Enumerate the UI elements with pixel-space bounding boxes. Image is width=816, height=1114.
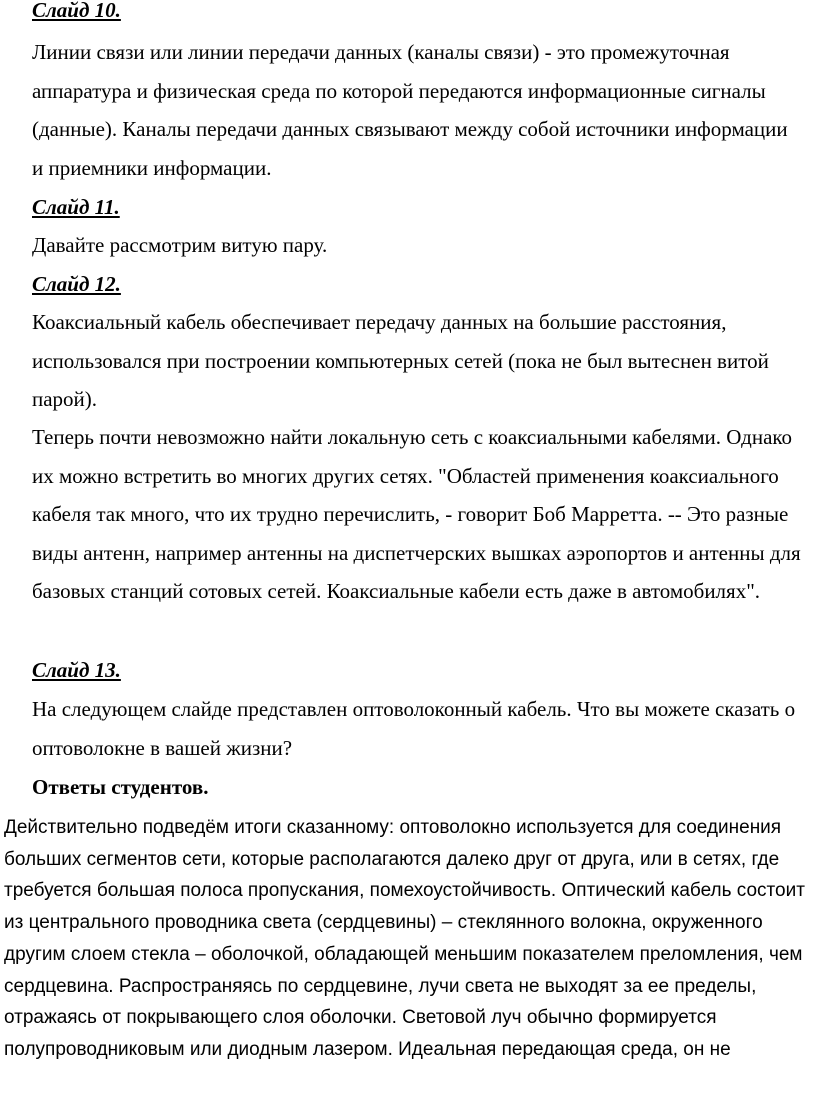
slide-12-heading: Слайд 12. (32, 272, 121, 296)
slide-13-heading: Слайд 13. (32, 658, 121, 682)
slide-12-paragraph-2: Теперь почти невозможно найти локальную сеть с коаксиальными кабелями. Однако их можно встретить во многих других сетях. "Областей применения коаксиального кабеля так много, что их трудно перечислить, - говорит Боб Марретта. -- Это разные виды антенн, например антенны на диспетчерских вышках аэропортов и антенны для базовых станций сотовых сетей. Коаксиальные кабели есть даже в автомобилях". (32, 425, 801, 604)
summary-paragraph: Действительно подведём итоги сказанному: оптоволокно используется для соединения больших сегментов сети, которые располагаются далеко друг от друга, или в сетях, где требуется большая полоса пропускания, помехоустойчивость. Оптический кабель состоит из центрального проводника света (сердцевины) – стеклянного волокна, окруженного другим слоем стекла – оболочкой, обладающей меньшим показателем преломления, чем сердцевина. Распространяясь по сердцевине, лучи света не выходят за ее пределы, отражаясь от покрывающего слоя оболочки. Световой луч обычно формируется полупроводниковым или диодным лазером. Идеальная передающая среда, он не (4, 817, 805, 1060)
slide-10-heading: Слайд 10. (32, 0, 121, 22)
student-answers-label: Ответы студентов. (32, 775, 209, 799)
slide-11-heading: Слайд 11. (32, 195, 120, 219)
slide-12-paragraph-1: Коаксиальный кабель обеспечивает передачу данных на большие расстояния, использовался при построении компьютерных сетей (пока не был вытеснен витой парой). (32, 310, 769, 412)
slide-10-paragraph: Линии связи или линии передачи данных (каналы связи) - это промежуточная аппаратура и физическая среда по которой передаются информационные сигналы (данные). Каналы передачи данных связывают между собой источники информации и приемники информации. (32, 40, 788, 180)
slide-13-paragraph: На следующем слайде представлен оптоволоконный кабель. Что вы можете сказать о оптоволокне в вашей жизни? (32, 697, 796, 760)
slide-11-paragraph: Давайте рассмотрим витую пару. (32, 233, 328, 257)
